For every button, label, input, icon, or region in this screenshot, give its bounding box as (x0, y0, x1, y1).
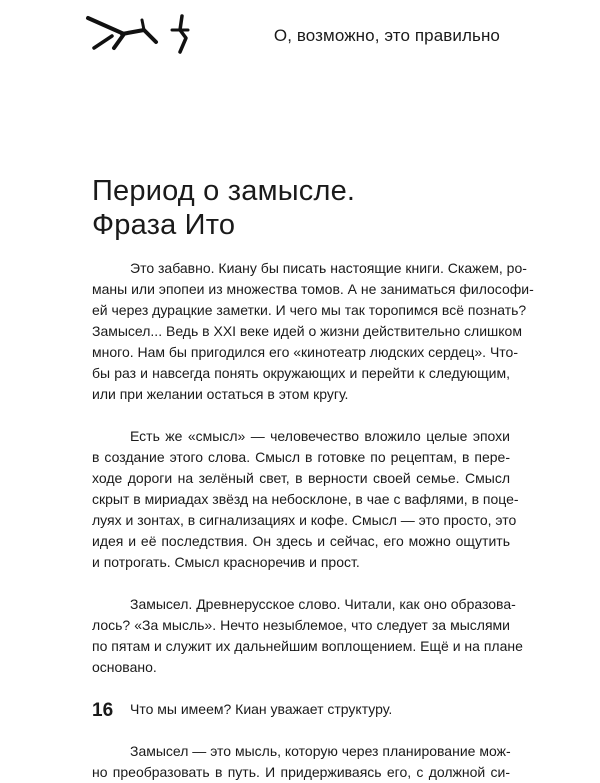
text-line: по пятам и служит их дальнейшим воплощением. Ещё и на плане (92, 638, 523, 654)
text-line: Замысел... Ведь в XXI веке идей о жизни действительно слишком (92, 323, 522, 339)
text-line: ей через дурацкие заметки. И чего мы так торопимся всё познать? (92, 302, 527, 318)
text-line: Что мы имеем? Киан уважает структуру. (130, 701, 393, 717)
paragraph (92, 699, 510, 720)
text-line: Замысел — это мысль, которую через планирование мож- (130, 743, 511, 759)
paragraph (92, 426, 519, 573)
paragraph (92, 258, 534, 405)
text-line: луях и зонтах, в сигнализациях и кофе. Смысл — это просто, это (92, 512, 517, 528)
text-line: идея и её последствия. Он здесь и сейчас, его можно ощутить (92, 533, 510, 549)
text-line: основано. (92, 659, 157, 675)
running-header: О, возможно, это правильно (273, 26, 500, 45)
chapter-title-line-1: Период о замысле. (92, 175, 356, 207)
page-number: 16 (92, 700, 114, 721)
glyph-ornament-icon (82, 12, 194, 56)
paragraph (92, 594, 523, 678)
text-line: Есть же «смысл» — человечество вложило целые эпохи (130, 428, 510, 444)
chapter-title (92, 174, 512, 242)
text-line: Замысел. Древнерусское слово. Читали, как оно образова- (130, 596, 516, 612)
body-text (92, 258, 534, 783)
paragraph-gap (92, 405, 510, 426)
text-line: и потрогать. Смысл красноречив и прост. (92, 554, 360, 570)
paragraph-gap (92, 573, 510, 594)
paragraph (92, 741, 510, 783)
text-line: в создание этого слова. Смысл в готовке по рецептам, в пере- (92, 449, 510, 465)
text-line: лось? «За мысль». Нечто незыблемое, что следует за мыслями (92, 617, 510, 633)
text-line: Это забавно. Киану бы писать настоящие книги. Скажем, ро- (130, 260, 527, 276)
text-line: маны или эпопеи из множества томов. А не заниматься философи- (92, 281, 534, 297)
text-line: бы раз и навсегда понять окружающих и перейти к следующим, (92, 365, 510, 381)
paragraph-gap (92, 678, 510, 699)
text-line: много. Нам бы пригодился его «кинотеатр людских сердец». Что- (92, 344, 518, 360)
text-line: или при желании остаться в этом кругу. (92, 386, 349, 402)
text-line: скрыт в мириадах звёзд на небосклоне, в чае с вафлями, в поце- (92, 491, 519, 507)
paragraph-gap (92, 720, 510, 741)
text-line: но преобразовать в путь. И придерживаясь его, с должной си- (92, 764, 510, 780)
chapter-title-line-2: Фраза Ито (92, 209, 236, 241)
text-line: ходе дороги на зелёный свет, в верности своей семье. Смысл (92, 470, 510, 486)
